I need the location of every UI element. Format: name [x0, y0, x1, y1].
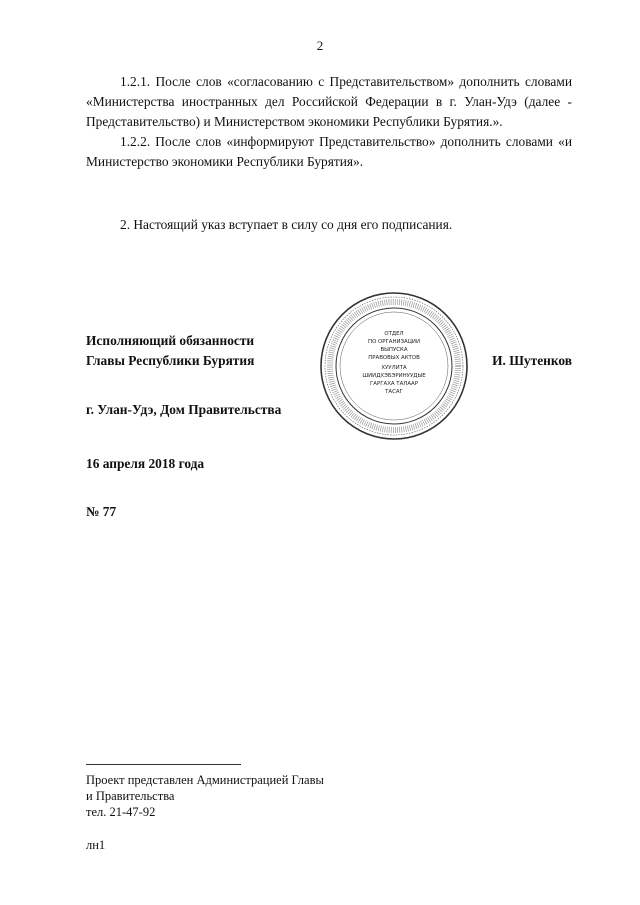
page-number: 2 — [316, 38, 324, 53]
seal-line: ПО ОРГАНИЗАЦИИ — [368, 339, 420, 345]
signatory-title-line2: Главы Республики Бурятия — [86, 353, 255, 368]
seal-line: ХУУЛИТА — [381, 365, 407, 371]
seal-line: ТАСАГ — [385, 389, 403, 395]
footnote-line1: Проект представлен Администрацией Главы — [86, 773, 324, 787]
place-of-signing: г. Улан-Удэ, Дом Правительства — [86, 402, 282, 417]
footnote — [86, 772, 324, 820]
date-of-signing: 16 апреля 2018 года — [86, 456, 205, 471]
official-seal — [318, 290, 470, 442]
seal-line: ГАРГАХА ТАЛААР — [370, 381, 418, 387]
seal-line: ПРАВОВЫХ АКТОВ — [368, 355, 420, 361]
decree-number: № 77 — [86, 504, 117, 519]
reference-code: лн1 — [86, 838, 106, 852]
seal-center-text — [362, 331, 426, 395]
effective-block — [86, 215, 572, 235]
signatory-name: И. Шутенков — [492, 353, 572, 368]
seal-line: ВЫПУСКА — [380, 347, 408, 353]
footnote-divider — [86, 764, 241, 765]
signatory-title — [86, 331, 254, 371]
signatory-title-line1: Исполняющий обязанности — [86, 333, 255, 348]
footnote-phone: тел. 21-47-92 — [86, 805, 156, 819]
footnote-line2: и Правительства — [86, 789, 175, 803]
seal-line: ШИИДХЭБЭРИНУУДЫЕ — [362, 373, 426, 379]
paragraph-1-2-1: 1.2.1. После слов «согласованию с Представительством» дополнить словами «Министерства иностранных дел Российской Федерации в г. Улан-Удэ (далее - Представительство) и Министерством экономики Республики Бурятия.». — [86, 74, 572, 129]
paragraph-1-2-2: 1.2.2. После слов «информируют Представительство» дополнить словами «и Министерство экономики Республики Бурятия». — [86, 134, 572, 169]
seal-line: ОТДЕЛ — [384, 331, 404, 337]
amendments-block — [86, 72, 572, 172]
paragraph-2: 2. Настоящий указ вступает в силу со дня его подписания. — [120, 217, 453, 232]
